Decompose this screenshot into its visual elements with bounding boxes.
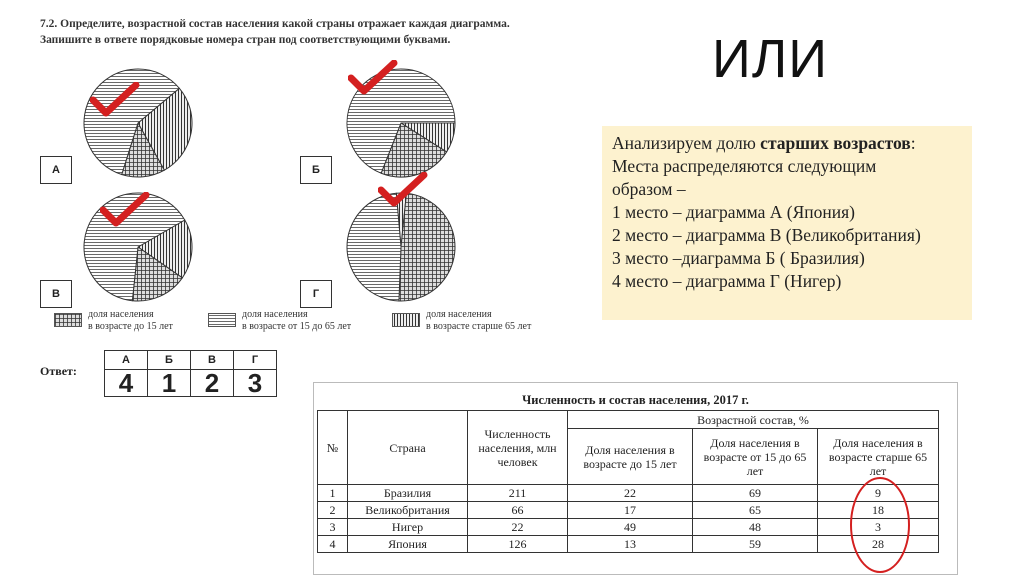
task-line-1: 7.2. Определите, возрастной состав населения какой страны отражает каждая диаграмма. [40, 18, 510, 30]
col-header-working: Доля населения в возрасте от 15 до 65 лет [693, 429, 818, 485]
legend-young-line2: в возрасте до 15 лет [88, 321, 173, 332]
row-country: Япония [348, 536, 468, 553]
note-line1-pre: Анализируем долю [612, 133, 761, 153]
col-header-old: Доля населения в возрасте старше 65 лет [818, 429, 939, 485]
note-line-1 [612, 132, 972, 155]
legend-old [392, 309, 572, 339]
note-line-7: 4 место – диаграмма Г (Нигер) [612, 271, 842, 291]
legend-young [54, 309, 234, 339]
note-line-5: 2 место – диаграмма В (Великобритания) [612, 225, 921, 245]
row-pop: 22 [468, 519, 568, 536]
col-header-young: Доля населения в возрасте до 15 лет [568, 429, 693, 485]
row-young: 22 [568, 485, 693, 502]
row-working: 69 [693, 485, 818, 502]
legend-working-line1: доля населения [242, 309, 308, 320]
pie-slice-young [399, 193, 455, 301]
check-icon-b [348, 60, 398, 96]
heading-ili: ИЛИ [712, 29, 829, 89]
row-country: Нигер [348, 519, 468, 536]
row-working: 59 [693, 536, 818, 553]
answer-table [104, 350, 277, 397]
row-pop: 126 [468, 536, 568, 553]
row-young: 49 [568, 519, 693, 536]
legend-working [208, 309, 388, 339]
answer-label: Ответ: [40, 364, 77, 378]
note-line-6: 3 место –диаграмма Б ( Бразилия) [612, 248, 865, 268]
table-row [318, 536, 939, 553]
answer-letter: В [191, 351, 234, 370]
population-table [317, 410, 939, 553]
row-old: 9 [818, 485, 939, 502]
row-num: 3 [318, 519, 348, 536]
pie-label-a: А [40, 156, 72, 184]
note-line1-post: : [910, 133, 916, 153]
pie-label-g: Г [300, 280, 332, 308]
check-icon-a [90, 82, 140, 118]
row-num: 1 [318, 485, 348, 502]
check-icon-v [100, 192, 150, 228]
pie-label-b: Б [300, 156, 332, 184]
legend-swatch-working [208, 313, 236, 327]
check-icon-g [378, 172, 428, 208]
answer-letter: Б [148, 351, 191, 370]
legend-young-line1: доля населения [88, 309, 154, 320]
legend-old-line1: доля населения [426, 309, 492, 320]
answer-letter: А [105, 351, 148, 370]
row-working: 48 [693, 519, 818, 536]
table-row [318, 485, 939, 502]
analysis-note [602, 126, 972, 320]
answer-value: 4 [105, 370, 148, 397]
answer-value: 3 [234, 370, 277, 397]
row-num: 4 [318, 536, 348, 553]
legend-swatch-old [392, 313, 420, 327]
note-line-2: Места распределяются следующим [612, 156, 877, 176]
legend-working-line2: в возрасте от 15 до 65 лет [242, 321, 352, 332]
answer-letter: Г [234, 351, 277, 370]
note-line1-bold: старших возрастов [760, 133, 911, 153]
row-old: 3 [818, 519, 939, 536]
note-line-3: образом – [612, 179, 686, 199]
col-header-age: Возрастной состав, % [568, 411, 939, 429]
row-num: 2 [318, 502, 348, 519]
row-young: 17 [568, 502, 693, 519]
pie-label-v: В [40, 280, 72, 308]
task-line-2: Запишите в ответе порядковые номера стран под соответствующими буквами. [40, 34, 451, 46]
row-country: Великобритания [348, 502, 468, 519]
row-pop: 211 [468, 485, 568, 502]
highlight-ring [850, 477, 910, 573]
note-line-4: 1 место – диаграмма А (Япония) [612, 202, 855, 222]
pie-slice-working [347, 193, 401, 301]
legend-old-line2: в возрасте старше 65 лет [426, 321, 532, 332]
row-old: 28 [818, 536, 939, 553]
table-row [318, 502, 939, 519]
table-row [318, 519, 939, 536]
col-header-pop: Численность населения, млн человек [468, 411, 568, 485]
row-pop: 66 [468, 502, 568, 519]
row-country: Бразилия [348, 485, 468, 502]
answer-value: 1 [148, 370, 191, 397]
table-title: Численность и состав населения, 2017 г. [522, 393, 749, 407]
answer-value: 2 [191, 370, 234, 397]
col-header-country: Страна [348, 411, 468, 485]
legend-swatch-young [54, 313, 82, 327]
col-header-num: № [318, 411, 348, 485]
row-old: 18 [818, 502, 939, 519]
row-working: 65 [693, 502, 818, 519]
task-text [40, 16, 600, 48]
row-young: 13 [568, 536, 693, 553]
